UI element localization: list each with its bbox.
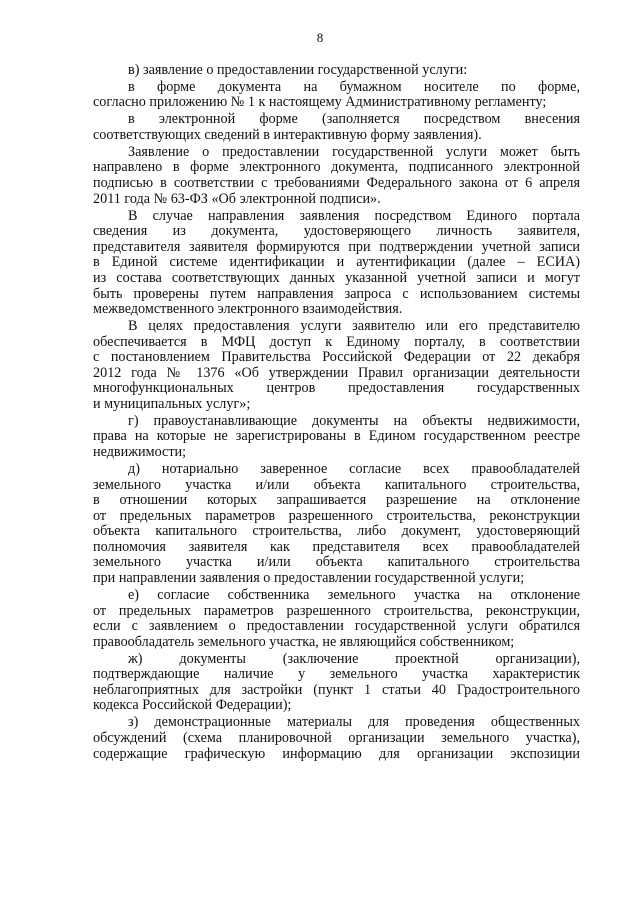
text-line: в) заявление о предоставлении государственной услуги:	[128, 63, 468, 78]
text-line: направлено в форме электронного документа, подписанного электронной	[93, 160, 580, 176]
paragraph	[93, 414, 580, 461]
text-line: межведомственного электронного взаимодействия.	[93, 302, 403, 318]
paragraph	[93, 80, 580, 111]
text-line: неблагоприятных для застройки (пункт 1 статьи 40 Градостроительного	[93, 682, 580, 698]
text-line: кодекса Российской Федерации);	[93, 698, 292, 714]
text-line: в отношении которых запрашивается разрешение на отклонение	[93, 493, 580, 509]
text-line: д) нотариально заверенное согласие всех правообладателей	[128, 461, 580, 477]
text-line: в форме документа на бумажном носителе по форме,	[128, 79, 580, 95]
text-line: г) правоустанавливающие документы на объекты недвижимости,	[128, 413, 580, 429]
text-line: права на которые не зарегистрированы в Едином государственном реестре	[93, 429, 580, 445]
page-number: 8	[316, 30, 324, 45]
paragraph	[93, 462, 580, 587]
paragraph	[93, 145, 580, 207]
text-line: подтверждающие наличие у земельного участка характеристик	[93, 667, 580, 683]
paragraph	[93, 63, 580, 79]
text-line: полномочия заявителя как представителя всех правообладателей	[93, 539, 580, 555]
text-line: подписью в соответствии с требованиями Федерального закона от 6 апреля	[93, 176, 580, 192]
text-line: соответствующих сведений в интерактивную форму заявления).	[93, 127, 482, 143]
text-line: в Единой системе идентификации и аутентификации (далее – ЕСИА)	[93, 255, 580, 271]
text-line: правообладатель земельного участка, не являющийся собственником;	[93, 634, 515, 650]
text-line: ж) документы (заключение проектной организации),	[128, 651, 580, 667]
text-line: быть проверены путем направления запроса с использованием системы	[93, 286, 580, 302]
text-line: сведения из документа, удостоверяющего личность заявителя,	[93, 224, 580, 240]
text-line: е) согласие собственника земельного участка на отклонение	[128, 587, 580, 603]
text-line: от предельных параметров разрешенного строительства, реконструкции,	[93, 603, 580, 619]
text-line: В целях предоставления услуги заявителю или его представителю	[128, 318, 580, 334]
text-line: с постановлением Правительства Российской Федерации от 22 декабря	[93, 350, 580, 366]
text-line: от предельных параметров разрешенного строительства, реконструкции	[93, 508, 580, 524]
paragraph	[93, 588, 580, 650]
paragraph	[93, 112, 580, 143]
text-line: многофункциональных центров предоставления государственных	[93, 381, 580, 397]
text-line: В случае направления заявления посредством Единого портала	[128, 208, 580, 224]
text-line: обеспечивается в МФЦ доступ к Единому порталу, в соответствии	[93, 334, 580, 350]
text-line: 2011 года № 63-ФЗ «Об электронной подписи».	[93, 191, 381, 207]
text-line: представителя заявителя формируются при подтверждении учетной записи	[93, 239, 580, 255]
text-line: и муниципальных услуг»;	[93, 396, 251, 412]
paragraph	[93, 319, 580, 413]
text-line: земельного участка и/или объекта капитального строительства	[93, 555, 580, 571]
paragraph	[93, 652, 580, 714]
text-line: з) демонстрационные материалы для проведения общественных	[128, 715, 580, 731]
text-line: земельного участка и/или объекта капитального строительства,	[93, 477, 580, 493]
paragraph	[93, 209, 580, 318]
text-line: содержащие графическую информацию для организации экспозиции	[93, 746, 580, 762]
text-line: объекта капитального строительства, либо документ, удостоверяющий	[93, 524, 580, 540]
text-line: в электронной форме (заполняется посредством внесения	[128, 112, 580, 128]
text-line: при направлении заявления о предоставлении государственной услуги;	[93, 571, 525, 587]
document-body	[93, 63, 580, 763]
text-line: обсуждений (схема планировочной организации земельного участка),	[93, 730, 580, 746]
text-line: согласно приложению № 1 к настоящему Административному регламенту;	[93, 95, 547, 111]
text-line: Заявление о предоставлении государственной услуги может быть	[128, 144, 580, 160]
text-line: если с заявлением о предоставлении государственной услуги обратился	[93, 619, 580, 635]
text-line: недвижимости;	[93, 445, 187, 461]
paragraph	[93, 715, 580, 762]
text-line: 2012 года № 1376 «Об утверждении Правил организации деятельности	[93, 365, 580, 381]
text-line: из состава соответствующих данных указанной учетной записи и могут	[93, 270, 580, 286]
